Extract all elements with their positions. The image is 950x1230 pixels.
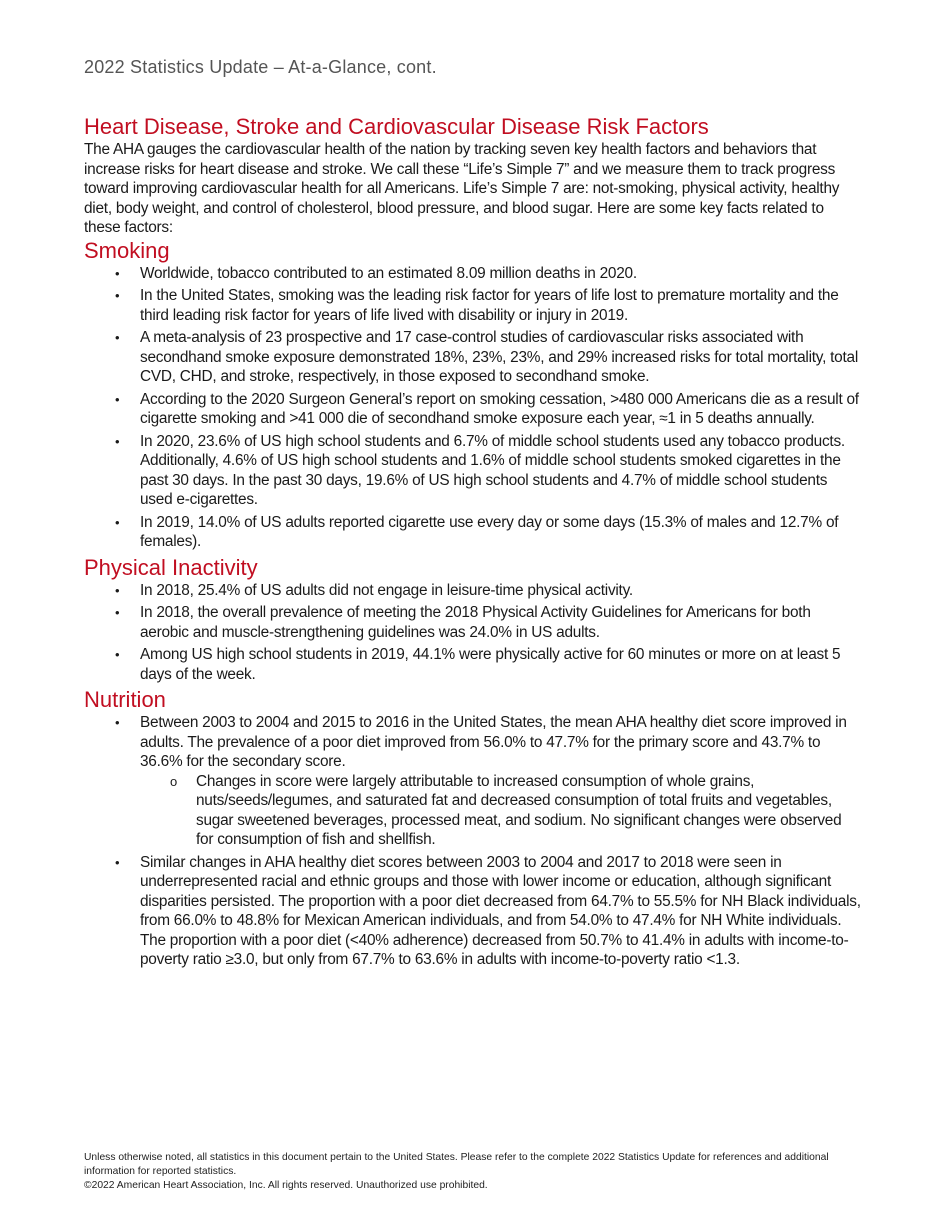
section-title-physical-inactivity: Physical Inactivity	[84, 554, 258, 580]
bullet-icon: •	[115, 605, 120, 620]
list-item	[84, 645, 862, 684]
smoking-list	[84, 264, 862, 552]
list-item-text: In 2020, 23.6% of US high school students and 6.7% of middle school students used any tobacco products. Additionally, 4.6% of US high school students and 1.6% of middle school students smoked cigarettes in the past 30 days. In the past 30 days, 19.6% of US high school students and 4.7% of middle school students used e-cigarettes.	[140, 432, 845, 508]
bullet-icon: •	[115, 854, 120, 870]
list-item	[84, 328, 862, 387]
list-item-text: Among US high school students in 2019, 44.1% were physically active for 60 minutes or more on at least 5 days of the week.	[140, 646, 841, 683]
bullet-icon: •	[115, 433, 120, 449]
list-item-text: In 2018, the overall prevalence of meeting the 2018 Physical Activity Guidelines for Americans for both aerobic and muscle-strengthening guidelines was 24.0% in US adults.	[140, 604, 811, 641]
list-item-text: In 2019, 14.0% of US adults reported cigarette use every day or some days (15.3% of males and 12.7% of females).	[140, 513, 839, 550]
main-content	[84, 114, 862, 973]
sub-list-item	[140, 772, 862, 850]
bullet-icon: •	[115, 715, 120, 730]
list-item	[84, 603, 862, 642]
section-title-nutrition: Nutrition	[84, 687, 166, 712]
list-item	[84, 513, 862, 552]
list-item-text: In 2018, 25.4% of US adults did not engage in leisure-time physical activity.	[140, 581, 633, 599]
list-item-text: Similar changes in AHA healthy diet scores between 2003 to 2004 and 2017 to 2018 were seen in underrepresented racial and ethnic groups and those with lower income or education, although significant disparities persisted. The proportion with a poor diet decreased from 64.7% to 55.5% for NH Black individuals, from 66.0% to 48.8% for Mexican American individuals, and from 54.0% to 47.4% for NH White individuals. The proportion with a poor diet (<40% adherence) decreased from 50.7% to 41.4% in adults with income-to-poverty ratio ≥3.0, but only from 67.7% to 63.6% in adults with income-to-poverty ratio <1.3.	[140, 853, 861, 968]
bullet-icon: •	[115, 288, 120, 303]
list-item	[84, 286, 862, 325]
sub-bullet-icon: o	[170, 773, 177, 789]
running-header: 2022 Statistics Update – At-a-Glance, cont.	[84, 57, 437, 77]
page-footer	[84, 1151, 854, 1193]
section-title-smoking: Smoking	[84, 237, 170, 263]
list-item	[84, 581, 862, 601]
list-item-text: Between 2003 to 2004 and 2015 to 2016 in the United States, the mean AHA healthy diet score improved in adults. The prevalence of a poor diet improved from 56.0% to 47.7% for the primary score and 43.7% to 36.6% for the secondary score.	[140, 714, 847, 770]
nutrition-list	[84, 713, 862, 970]
sub-list-item-text: Changes in score were largely attributable to increased consumption of whole grains, nuts/seeds/legumes, and saturated fat and decreased consumption of total fruits and vegetables, sugar sweetened beverages, processed meat, and sodium. No significant changes were observed for consumption of fish and shellfish.	[196, 772, 842, 848]
physical-inactivity-list	[84, 581, 862, 685]
bullet-icon: •	[115, 391, 120, 407]
section-title-risk-factors: Heart Disease, Stroke and Cardiovascular Disease Risk Factors	[84, 114, 709, 139]
bullet-icon: •	[115, 330, 120, 345]
list-item	[84, 432, 862, 510]
bullet-icon: •	[115, 265, 120, 281]
bullet-icon: •	[115, 582, 120, 598]
list-item	[84, 264, 862, 284]
footer-note: Unless otherwise noted, all statistics in this document pertain to the United States. Please refer to the complete 2022 Statistics Update for references and additional information for reported statistics.	[84, 1152, 829, 1177]
nutrition-sub-list	[140, 772, 862, 850]
list-item-text: In the United States, smoking was the leading risk factor for years of life lost to premature mortality and the third leading risk factor for years of life lived with disability or injury in 2019.	[140, 287, 839, 324]
list-item	[84, 390, 862, 429]
bullet-icon: •	[115, 514, 120, 530]
bullet-icon: •	[115, 647, 120, 662]
footer-copyright: ©2022 American Heart Association, Inc. All rights reserved. Unauthorized use prohibited.	[84, 1180, 488, 1191]
intro-paragraph: The AHA gauges the cardiovascular health of the nation by tracking seven key health factors and behaviors that increase risks for heart disease and stroke. We call these “Life’s Simple 7” and we measure them to track progress toward improving cardiovascular health for all Americans. Life’s Simple 7 are: not-smoking, physical activity, healthy diet, body weight, and control of cholesterol, blood pressure, and blood sugar. Here are some key facts related to these factors:	[84, 141, 840, 236]
list-item	[84, 713, 862, 850]
list-item-text: Worldwide, tobacco contributed to an estimated 8.09 million deaths in 2020.	[140, 264, 637, 282]
list-item-text: According to the 2020 Surgeon General’s report on smoking cessation, >480 000 Americans die as a result of cigarette smoking and >41 000 die of secondhand smoke exposure each year, ≈1 in 5 deaths annually.	[140, 390, 859, 427]
list-item-text: A meta-analysis of 23 prospective and 17 case-control studies of cardiovascular risks associated with secondhand smoke exposure demonstrated 18%, 23%, 23%, and 29% increased risks for total mortality, total CVD, CHD, and stroke, respectively, in those exposed to secondhand smoke.	[140, 329, 858, 385]
list-item	[84, 853, 862, 970]
